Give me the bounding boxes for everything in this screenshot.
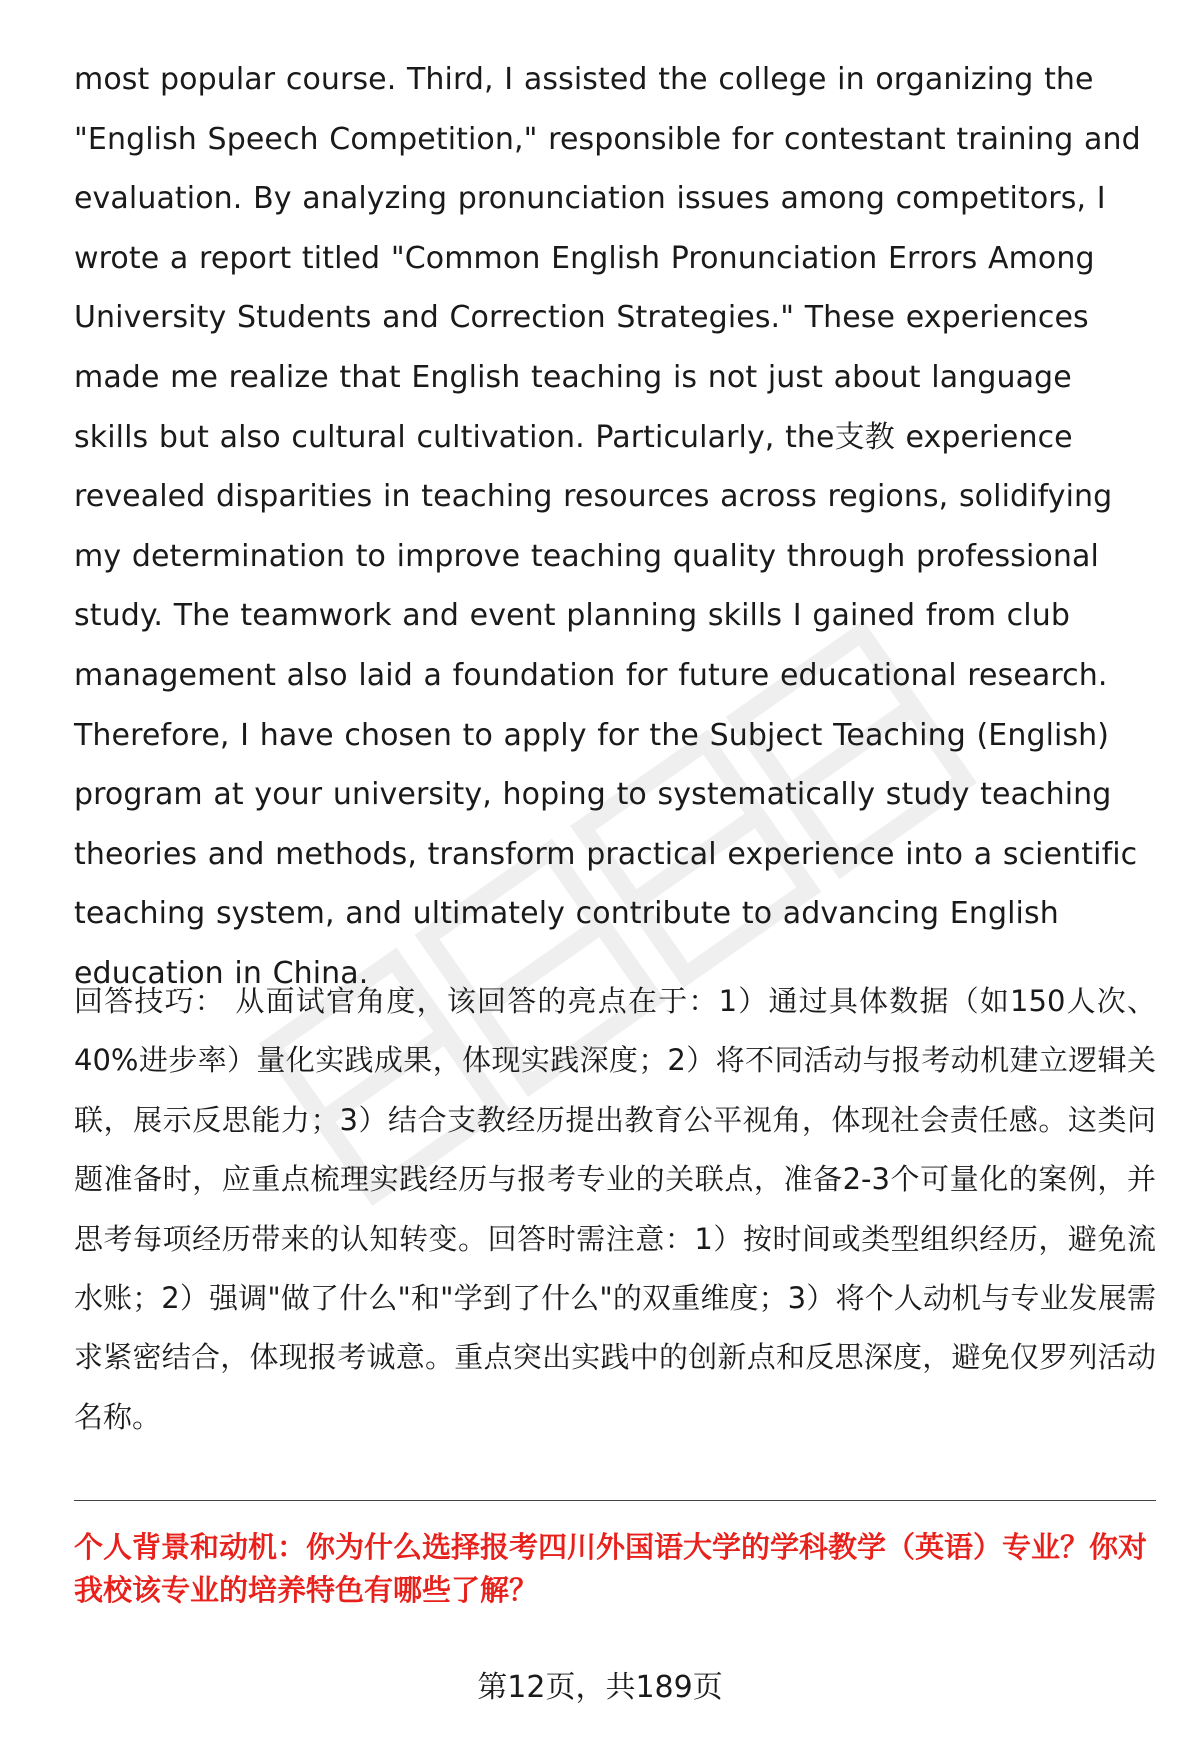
section-divider	[74, 1500, 1156, 1501]
answer-tips-section	[74, 972, 1156, 1447]
question-text: 个人背景和动机：你为什么选择报考四川外国语大学的学科教学（英语）专业？你对我校该专业的培养特色有哪些了解？	[74, 1530, 1148, 1607]
next-question-heading	[74, 1526, 1156, 1612]
answer-tips-paragraph: 回答技巧： 从面试官角度，该回答的亮点在于：1）通过具体数据（如150人次、40%进步率）量化实践成果，体现实践深度；2）将不同活动与报考动机建立逻辑关联，展示反思能力；3）结合支教经历提出教育公平视角，体现社会责任感。这类问题准备时，应重点梳理实践经历与报考专业的关联点，准备2-3个可量化的案例，并思考每项经历带来的认知转变。回答时需注意：1）按时间或类型组织经历，避免流水账；2）强调"做了什么"和"学到了什么"的双重维度；3）将个人动机与专业发展需求紧密结合，体现报考诚意。重点突出实践中的创新点和反思深度，避免仅罗列活动名称。	[74, 984, 1156, 1434]
page-footer	[0, 1668, 1200, 1708]
english-answer-section	[74, 50, 1154, 1004]
page-number-label: 第12页，共189页	[477, 1670, 723, 1705]
english-answer-paragraph: most popular course. Third, I assisted the college in organizing the "English Speech Competition," responsible for contestant training and evaluation. By analyzing pronunciation issues among competitors, I wrote a report titled "Common English Pronunciation Errors Among University Students and Correction Strategies." These experiences made me realize that English teaching is not just about language skills but also cultural cultivation. Particularly, the支教 experience revealed disparities in teaching resources across regions, solidifying my determination to improve teaching quality through professional study. The teamwork and event planning skills I gained from club management also laid a foundation for future educational research. Therefore, I have chosen to apply for the Subject Teaching (English) program at your university, hoping to systematically study teaching theories and methods, transform practical experience into a scientific teaching system, and ultimately contribute to advancing English education in China.	[74, 62, 1141, 991]
